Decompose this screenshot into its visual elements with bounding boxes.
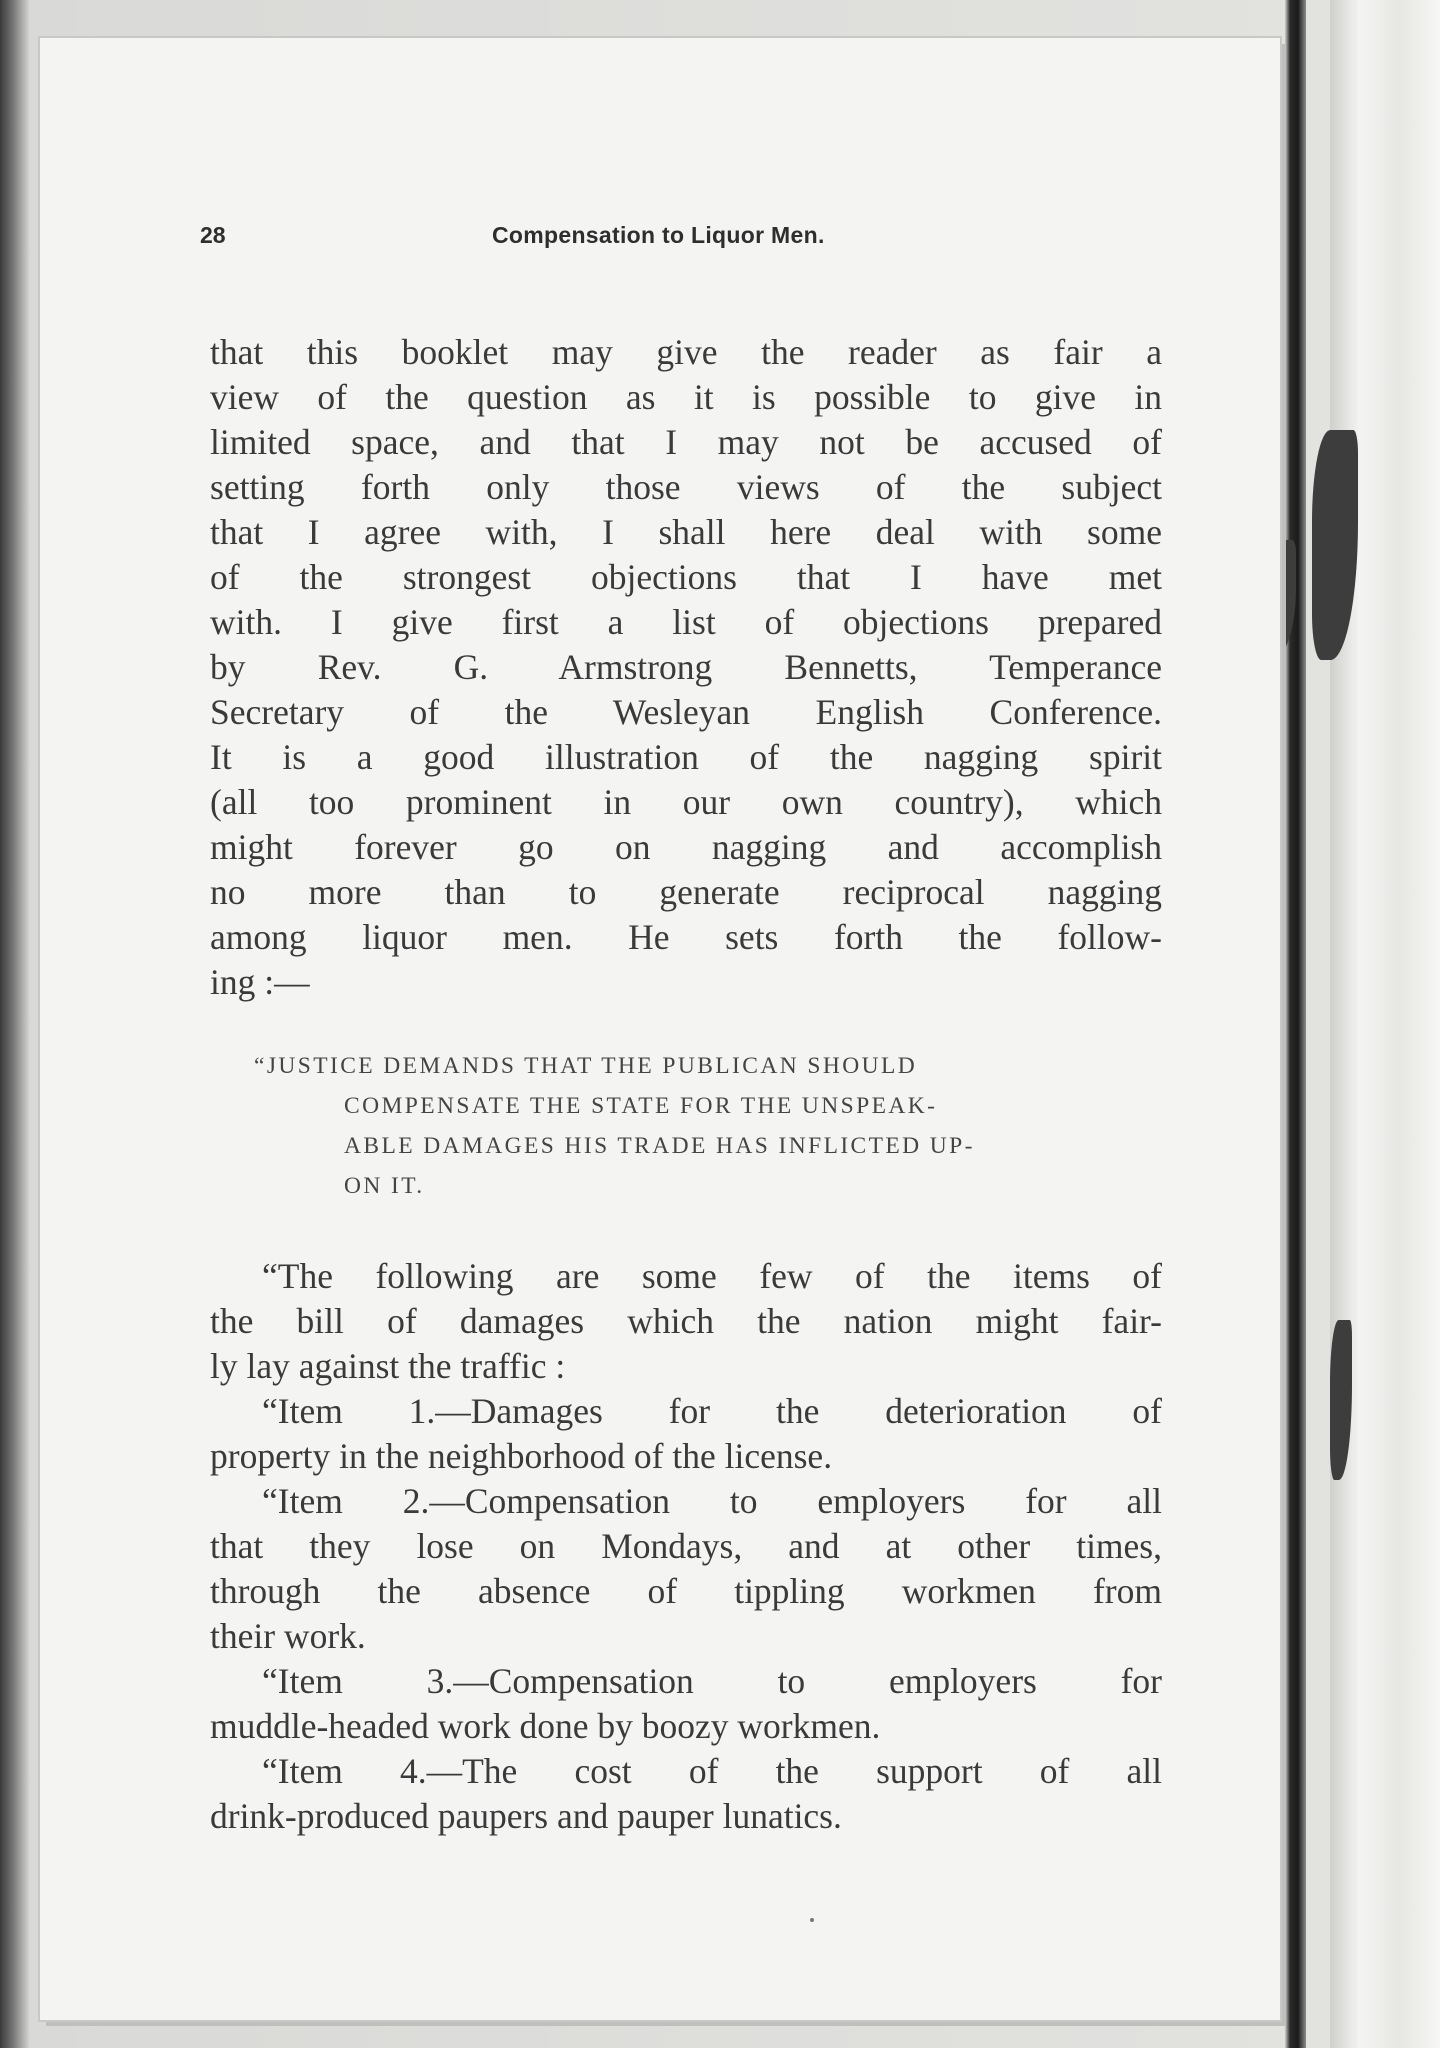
book-spine-shadow xyxy=(1284,0,1306,2048)
caps-line: “JUSTICE DEMANDS THAT THE PUBLICAN SHOULD xyxy=(254,1053,918,1079)
text-line: the bill of damages which the nation might fair- xyxy=(210,1301,1162,1341)
paragraph-objections-intro xyxy=(210,330,1162,1005)
text-line: of the strongest objections that I have met xyxy=(210,557,1162,597)
text-line: ing :— xyxy=(210,962,310,1002)
text-line: ly lay against the traffic : xyxy=(210,1346,566,1386)
item-2-line: “Item 2.—Compensation to employers for all xyxy=(262,1481,1162,1521)
text-line: view of the question as it is possible to give in xyxy=(210,377,1162,417)
book-page xyxy=(40,38,1280,2020)
text-line: by Rev. G. Armstrong Bennetts, Temperance xyxy=(210,647,1162,687)
quoted-heading-justice-demands xyxy=(254,1046,1164,1206)
text-line: (all too prominent in our own country), which xyxy=(210,782,1162,822)
text-line: Secretary of the Wesleyan English Conference. xyxy=(210,692,1162,732)
running-title: Compensation to Liquor Men. xyxy=(492,222,825,248)
item-4-line: “Item 4.—The cost of the support of all xyxy=(262,1751,1162,1791)
item-3-line: “Item 3.—Compensation to employers for xyxy=(262,1661,1162,1701)
paragraph-bill-of-damages xyxy=(210,1254,1162,1839)
text-line: no more than to generate reciprocal nagging xyxy=(210,872,1162,912)
text-line: limited space, and that I may not be accused of xyxy=(210,422,1162,462)
page-header xyxy=(200,222,1160,262)
text-line: drink-produced paupers and pauper lunatics. xyxy=(210,1796,842,1836)
text-line: their work. xyxy=(210,1616,366,1656)
text-line: It is a good illustration of the nagging spirit xyxy=(210,737,1162,777)
text-line: through the absence of tippling workmen from xyxy=(210,1571,1162,1611)
text-line: that I agree with, I shall here deal with some xyxy=(210,512,1162,552)
page-number: 28 xyxy=(200,222,226,248)
caps-line: ABLE DAMAGES HIS TRADE HAS INFLICTED UP- xyxy=(344,1133,975,1159)
text-line: among liquor men. He sets forth the follow- xyxy=(210,917,1162,957)
caps-line: ON IT. xyxy=(344,1173,425,1199)
text-line: might forever go on nagging and accomplish xyxy=(210,827,1162,867)
text-line: muddle-headed work done by boozy workmen. xyxy=(210,1706,881,1746)
ink-speck xyxy=(810,1918,814,1922)
text-line: property in the neighborhood of the license. xyxy=(210,1436,833,1476)
text-line: “The following are some few of the items of xyxy=(262,1256,1162,1296)
adjacent-page-edge xyxy=(1330,0,1440,2048)
text-line: that they lose on Mondays, and at other times, xyxy=(210,1526,1162,1566)
text-line: that this booklet may give the reader as fair a xyxy=(210,332,1162,372)
text-line: setting forth only those views of the subject xyxy=(210,467,1162,507)
text-line: with. I give first a list of objections prepared xyxy=(210,602,1162,642)
item-1-line: “Item 1.—Damages for the deterioration of xyxy=(262,1391,1162,1431)
caps-line: COMPENSATE THE STATE FOR THE UNSPEAK- xyxy=(344,1093,938,1119)
